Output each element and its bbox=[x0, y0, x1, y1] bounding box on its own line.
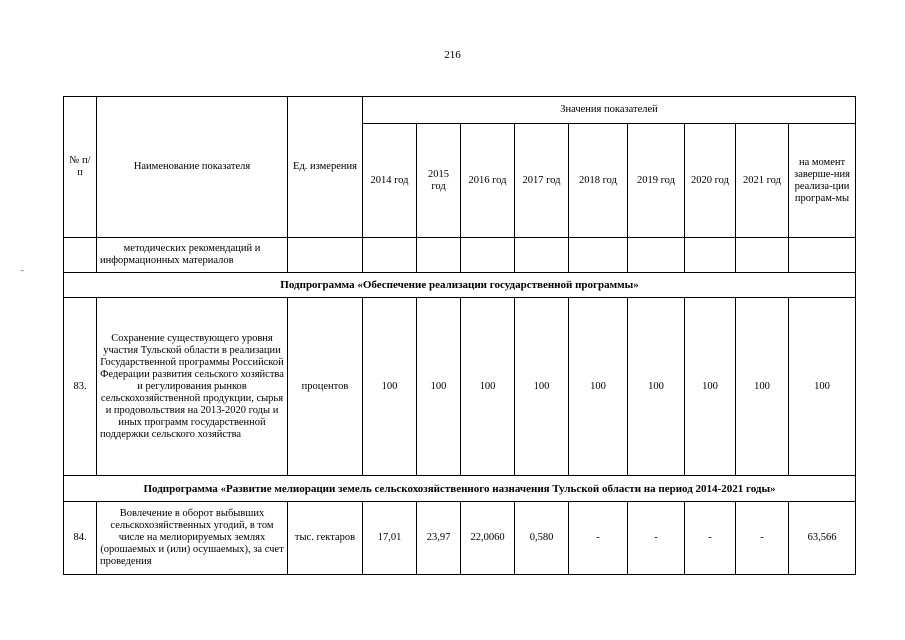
margin-mark: - bbox=[21, 266, 24, 275]
continued-row bbox=[64, 238, 856, 273]
row-value: 100 bbox=[628, 298, 685, 476]
header-year: 2018 год bbox=[569, 124, 628, 238]
header-name: Наименование показателя bbox=[97, 97, 288, 238]
indicators-table bbox=[63, 96, 856, 575]
row-num: 84. bbox=[64, 502, 97, 575]
section-title: Подпрограмма «Обеспечение реализации государственной программы» bbox=[64, 273, 856, 298]
row-final: 63,566 bbox=[789, 502, 856, 575]
header-row-top bbox=[64, 97, 856, 124]
header-year: 2016 год bbox=[461, 124, 515, 238]
row-value: - bbox=[685, 502, 736, 575]
section-title: Подпрограмма «Развитие мелиорации земель сельскохозяйственного назначения Тульской области на период 2014-2021 годы» bbox=[64, 476, 856, 502]
header-num: № п/п bbox=[64, 97, 97, 238]
row-name: Сохранение существующего уровня участия Тульской области в реализации Государственной программы Российской Федерации развития сельского хозяйства и регулирования рынков сельскохозяйственной продукции, сырья и продовольствия на 2013-2020 годы и иных программ государственной поддержки сельского хозяйства bbox=[97, 298, 288, 476]
row-value: 23,97 bbox=[417, 502, 461, 575]
table-row bbox=[64, 298, 856, 476]
continued-row-name: методических рекомендаций и информационных материалов bbox=[97, 238, 288, 273]
header-year: 2015 год bbox=[417, 124, 461, 238]
header-year: 2019 год bbox=[628, 124, 685, 238]
header-values-title: Значения показателей bbox=[363, 97, 856, 124]
row-value: 100 bbox=[515, 298, 569, 476]
row-value: 100 bbox=[736, 298, 789, 476]
row-unit: процентов bbox=[288, 298, 363, 476]
row-name: Вовлечение в оборот выбывших сельскохозяйственных угодий, в том числе на мелиорируемых землях (орошаемых и (или) осушаемых), за счет проведения bbox=[97, 502, 288, 575]
row-final: 100 bbox=[789, 298, 856, 476]
row-value: 100 bbox=[569, 298, 628, 476]
header-final: на момент заверше-ния реализа-ции програм-мы bbox=[789, 124, 856, 238]
row-num: 83. bbox=[64, 298, 97, 476]
page-number: 216 bbox=[444, 49, 461, 61]
row-value: 17,01 bbox=[363, 502, 417, 575]
header-year: 2020 год bbox=[685, 124, 736, 238]
row-value: 0,580 bbox=[515, 502, 569, 575]
header-unit: Ед. измерения bbox=[288, 97, 363, 238]
row-value: 100 bbox=[363, 298, 417, 476]
section-row bbox=[64, 273, 856, 298]
row-value: 100 bbox=[461, 298, 515, 476]
row-value: 22,0060 bbox=[461, 502, 515, 575]
header-year: 2014 год bbox=[363, 124, 417, 238]
row-value: 100 bbox=[417, 298, 461, 476]
table-row bbox=[64, 502, 856, 575]
section-row bbox=[64, 476, 856, 502]
row-value: - bbox=[628, 502, 685, 575]
header-year: 2017 год bbox=[515, 124, 569, 238]
row-value: 100 bbox=[685, 298, 736, 476]
row-unit: тыс. гектаров bbox=[288, 502, 363, 575]
row-value: - bbox=[736, 502, 789, 575]
header-year: 2021 год bbox=[736, 124, 789, 238]
row-value: - bbox=[569, 502, 628, 575]
